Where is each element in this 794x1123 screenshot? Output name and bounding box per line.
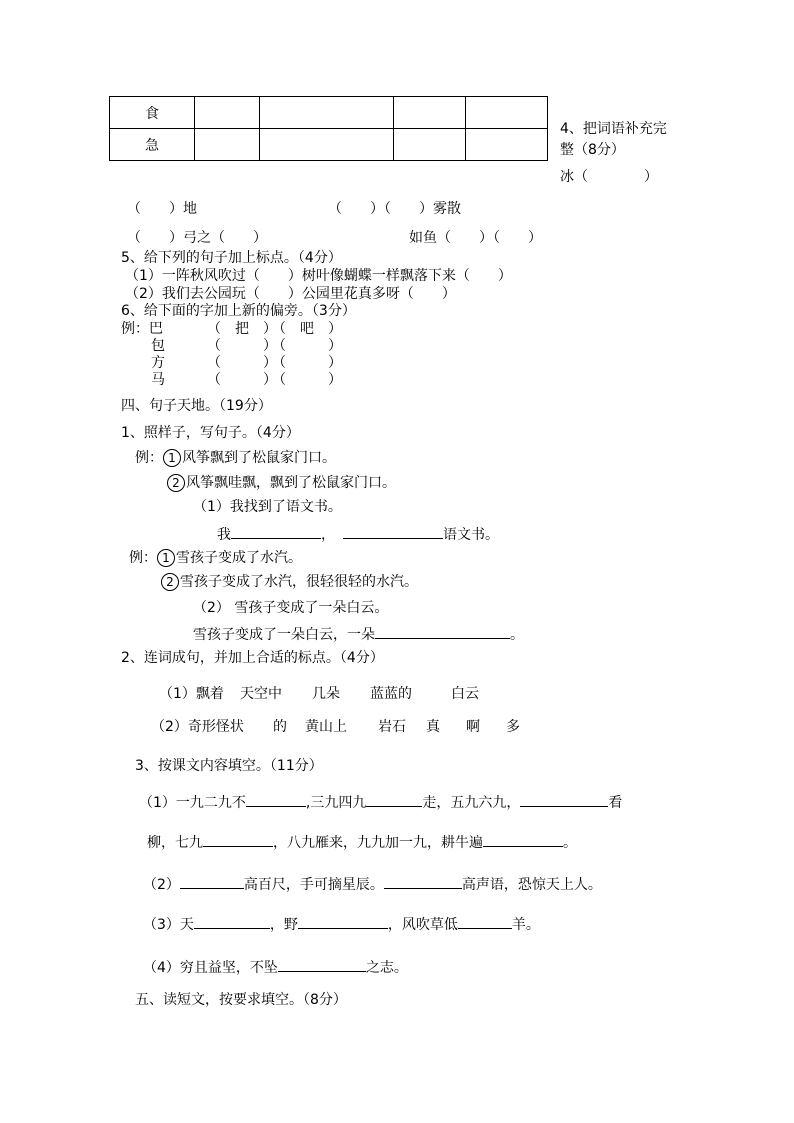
q4-item-ruyu: 如鱼（ ）（ ） [409,230,542,246]
q42-words1-1: 天空中 [240,686,282,702]
table-cell [260,97,394,129]
q6-title: 6、给下面的字加上新的偏旁。（3分） [121,303,356,319]
q42-title: 2、连词成句，并加上合适的标点。（4分） [121,650,384,666]
answer-blank[interactable] [203,832,273,847]
q41-example1-line1: 例： 1 风筝飘到了松鼠家门口。 [135,450,336,466]
q42-words1-4: 白云 [451,686,479,702]
answer-blank[interactable] [375,624,510,639]
q4-title-line2: 整（8分） [560,142,625,158]
q41-title: 1、照样子，写句子。（4分） [121,425,300,441]
q6-blank: （ ） [272,372,342,388]
q43-line2: 柳，七九 ，八九雁来，九九加一九，耕牛遍 。 [147,832,577,852]
table-cell: 急 [110,129,195,161]
q4-item-wusan: （ ）（ ）雾散 [328,201,461,217]
q6-blank: （ ） [207,338,277,354]
table-cell [195,97,260,129]
table-cell [394,129,466,161]
q6-row: 例：巴 [121,321,163,337]
table-cell [195,129,260,161]
table-cell: 食 [110,97,195,129]
answer-blank[interactable] [366,792,422,807]
q5-line2: （2）我们去公园玩（ ）公园里花真多呀（ ） [125,286,456,302]
q5-line1: （1）一阵秋风吹过（ ）树叶像蝴蝶一样飘落下来（ ） [125,268,512,284]
q41-fill2: 雪孩子变成了一朵白云，一朵 。 [193,624,524,644]
answer-blank[interactable] [246,792,306,807]
answer-blank[interactable] [278,957,366,972]
q4-item-gong: （ ）弓之（ ） [127,230,267,246]
q43-line1: （1）一九二九不 ,三九四九 走，五九六九， 看 [139,792,622,812]
q41-example1-line2: 2 风筝飘哇飘，飘到了松鼠家门口。 [167,474,396,492]
q6-blank: （ 吧 ） [272,321,342,337]
answer-blank[interactable] [343,524,443,539]
q6-char: 包 [151,338,165,354]
q42-words1-2: 几朵 [312,686,340,702]
q43-line4: （3）天 ，野 ，风吹草低 羊。 [143,914,540,934]
q4-item-bing: 冰（ ） [560,169,658,185]
q6-char: 方 [151,355,165,371]
q43-title: 3、按课文内容填空。（11分） [135,758,323,774]
answer-blank[interactable] [180,874,244,889]
q4-item-di: （ ）地 [127,201,197,217]
q43-line5: （4）穷且益坚，不坠 之志。 [143,957,408,977]
section-5-title: 五、读短文，按要求填空。（8分） [135,992,347,1008]
table-cell [260,129,394,161]
answer-blank[interactable] [231,524,321,539]
q4-title-line1: 4、把词语补充完 [560,121,667,137]
table-cell [466,129,548,161]
section-4-title: 四、句子天地。（19分） [121,398,272,414]
q41-fill1: 我 ， 语文书。 [217,524,499,544]
answer-blank[interactable] [458,914,512,929]
q6-blank: （ ） [272,355,342,371]
q41-prompt1: （1）我找到了语文书。 [193,499,342,515]
circled-number-icon: 1 [163,449,181,467]
q6-blank: （ 把 ） [207,321,277,337]
q42-words1-3: 蓝蓝的 [370,686,412,702]
q41-prompt2: （2） 雪孩子变成了一朵白云。 [193,600,389,616]
q42-words2-1: 的 [273,719,287,735]
answer-blank[interactable] [384,874,462,889]
q42-words2-3: 岩石 [378,719,406,735]
q42-words2-2: 黄山上 [305,719,347,735]
q41-example2-line1: 例： 1 雪孩子变成了水汽。 [129,550,302,566]
table-cell [466,97,548,129]
q5-title: 5、给下列的句子加上标点。（4分） [121,250,342,266]
table-row [110,129,548,161]
character-table [109,96,548,161]
q42-words1-0: （1）飘着 [159,686,224,702]
q42-words2-4: 真 [426,719,440,735]
q43-line3: （2） 高百尺，手可摘星辰。 高声语，恐惊天上人。 [143,874,602,894]
q6-char: 马 [151,372,165,388]
table-row [110,97,548,129]
q42-words2-5: 啊 [466,719,480,735]
answer-blank[interactable] [483,832,563,847]
q6-blank: （ ） [207,372,277,388]
circled-number-icon: 2 [161,573,179,591]
q6-blank: （ ） [207,355,277,371]
q6-blank: （ ） [272,338,342,354]
answer-blank[interactable] [194,914,270,929]
circled-number-icon: 1 [157,549,175,567]
q42-words2-6: 多 [506,719,520,735]
q42-words2-0: （2）奇形怪状 [151,719,244,735]
circled-number-icon: 2 [167,474,185,492]
answer-blank[interactable] [520,792,608,807]
q41-example2-line2: 2 雪孩子变成了水汽，很轻很轻的水汽。 [161,573,418,591]
answer-blank[interactable] [298,914,388,929]
table-cell [394,97,466,129]
